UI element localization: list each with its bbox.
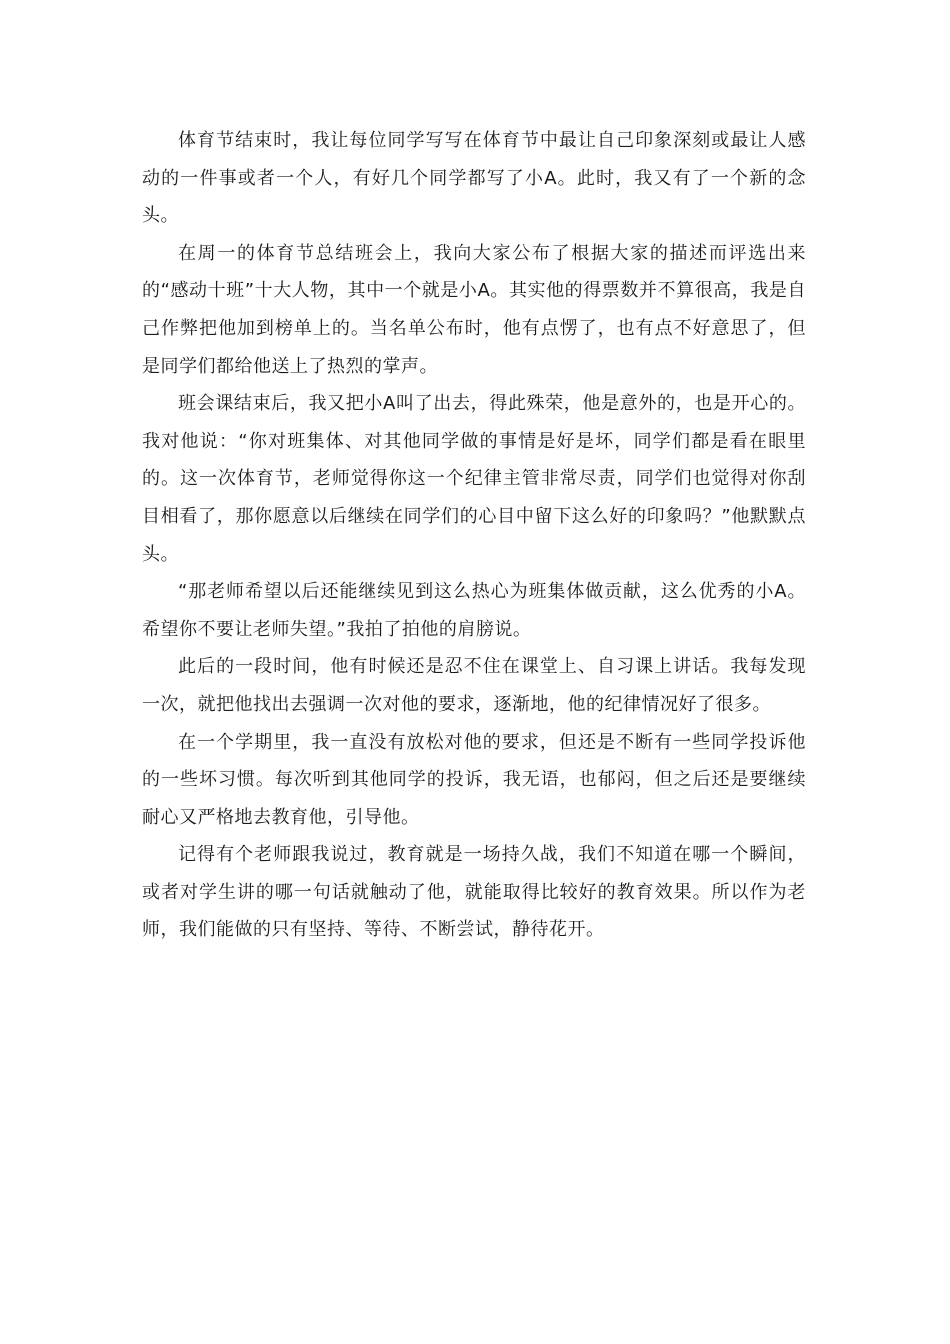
paragraph-1: 体育节结束时，我让每位同学写写在体育节中最让自己印象深刻或最让人感动的一件事或者一个人，有好几个同学都写了小A。此时，我又有了一个新的念头。 <box>142 130 806 227</box>
paragraph-5: 此后的一段时间，他有时候还是忍不住在课堂上、自习课上讲话。我每发现一次，就把他找出去强调一次对他的要求，逐渐地，他的纪律情况好了很多。 <box>142 656 806 715</box>
paragraph-4: “那老师希望以后还能继续见到这么热心为班集体做贡献，这么优秀的小A。希望你不要让老师失望。”我拍了拍他的肩膀说。 <box>142 581 806 640</box>
paragraph-7: 记得有个老师跟我说过，教育就是一场持久战，我们不知道在哪一个瞬间，或者对学生讲的哪一句话就触动了他，就能取得比较好的教育效果。所以作为老师，我们能做的只有坚持、等待、不断尝试，静待花开。 <box>142 844 806 941</box>
paragraph-6: 在一个学期里，我一直没有放松对他的要求，但还是不断有一些同学投诉他的一些坏习惯。每次听到其他同学的投诉，我无语，也郁闷，但之后还是要继续耐心又严格地去教育他，引导他。 <box>142 731 806 828</box>
paragraph-2: 在周一的体育节总结班会上，我向大家公布了根据大家的描述而评选出来的“感动十班”十大人物，其中一个就是小A。其实他的得票数并不算很高，我是自己作弊把他加到榜单上的。当名单公布时，他有点愣了，也有点不好意思了，但是同学们都给他送上了热烈的掌声。 <box>142 242 806 377</box>
document-body <box>142 122 806 949</box>
paragraph-3: 班会课结束后，我又把小A叫了出去，得此殊荣，他是意外的，也是开心的。我对他说：“你对班集体、对其他同学做的事情是好是坏，同学们都是看在眼里的。这一次体育节，老师觉得你这一个纪律主管非常尽责，同学们也觉得对你刮目相看了，那你愿意以后继续在同学们的心目中留下这么好的印象吗？”他默默点头。 <box>142 393 806 565</box>
